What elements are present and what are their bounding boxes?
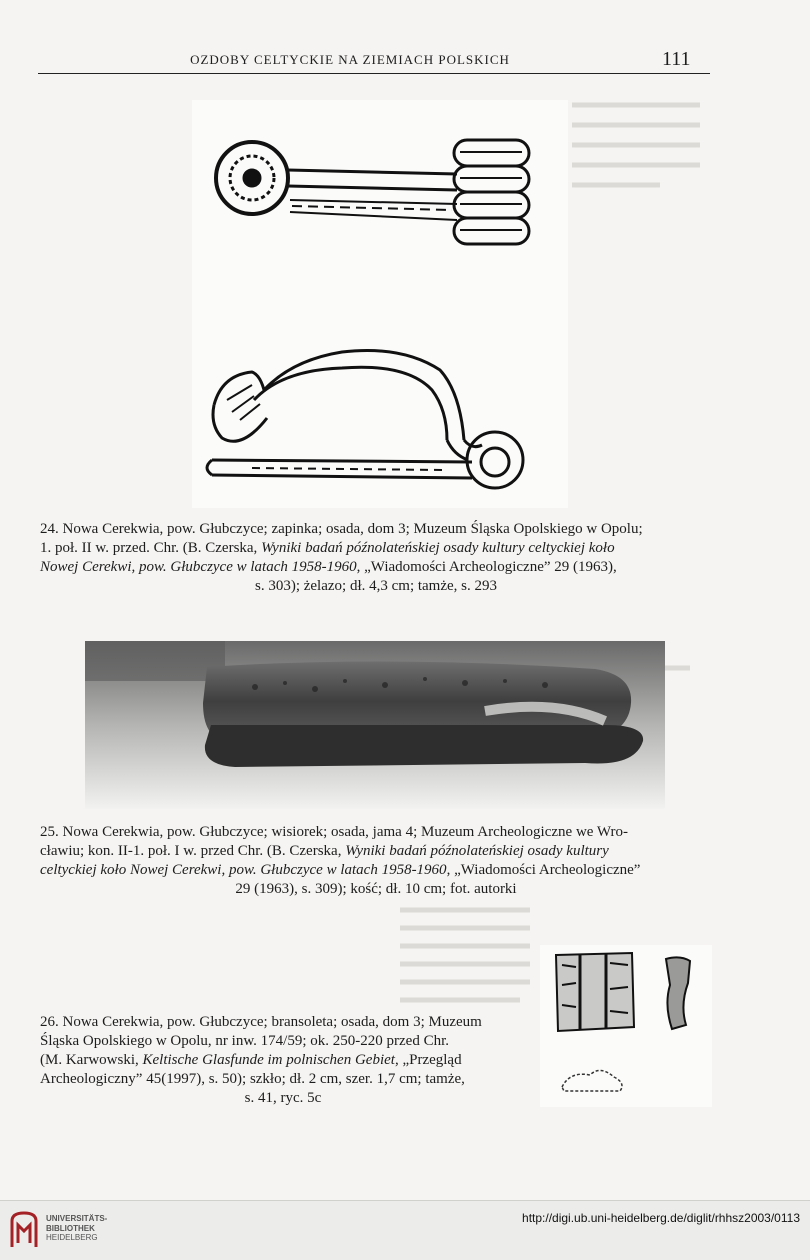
heidelberg-library-logo-icon: [8, 1209, 40, 1256]
caption-figure-26: [40, 1013, 526, 1108]
caption-25-line: cławiu; kon. II-1. poł. I w. przed Chr. (B. Czerska, Wyniki badań późnolateńskiej osady kultury: [40, 843, 609, 859]
caption-26-line: s. 41, ryc. 5c: [244, 1090, 322, 1106]
caption-25-line: 25. Nowa Cerekwia, pow. Głubczyce; wisiorek; osada, jama 4; Muzeum Archeologiczne we Wro-: [40, 824, 628, 840]
caption-25-line: celtyckiej koło Nowej Cerekwi, pow. Głubczyce w latach 1958-1960, „Wiadomości Archeologiczne”: [40, 862, 641, 878]
bracelet-front-view: [556, 953, 634, 1031]
caption-24-line: 1. poł. II w. przed. Chr. (B. Czerska, Wyniki badań późnolateńskiej osady kultury celtyckiej koło: [40, 540, 615, 556]
page-number: 111: [662, 48, 691, 70]
caption-26-line: Śląska Opolskiego w Opolu, nr inw. 174/59; ok. 250-220 przed Chr.: [40, 1033, 449, 1049]
caption-26-line: Archeologiczny” 45(1997), s. 50); szkło; dł. 2 cm, szer. 1,7 cm; tamże,: [40, 1071, 465, 1087]
caption-figure-24: [40, 520, 712, 596]
caption-24-line: Nowej Cerekwi, pow. Głubczyce w latach 1958-1960, „Wiadomości Archeologiczne” 29 (1963),: [40, 559, 617, 575]
caption-26-line: (M. Karwowski, Keltische Glasfunde im polnischen Gebiet, „Przegląd: [40, 1052, 462, 1068]
brooch-side-view: [207, 350, 523, 488]
figure-26-drawing: [540, 945, 712, 1107]
figure-24-drawing: [192, 100, 568, 508]
source-url[interactable]: http://digi.ub.uni-heidelberg.de/diglit/rhhsz2003/0113: [522, 1211, 800, 1225]
caption-25-line: 29 (1963), s. 309); kość; dł. 10 cm; fot. autorki: [235, 881, 517, 897]
caption-26-line: 26. Nowa Cerekwia, pow. Głubczyce; bransoleta; osada, dom 3; Muzeum: [40, 1014, 482, 1030]
bracelet-section-view: [562, 1070, 622, 1091]
caption-figure-25: [40, 823, 712, 899]
running-header: OZDOBY CELTYCKIE NA ZIEMIACH POLSKICH: [190, 52, 510, 67]
caption-24-line: s. 303); żelazo; dł. 4,3 cm; tamże, s. 293: [254, 578, 498, 594]
figure-25-photo: [85, 641, 665, 809]
viewer-footer: [0, 1200, 810, 1260]
bracelet-side-view: [666, 957, 690, 1029]
caption-24-line: 24. Nowa Cerekwia, pow. Głubczyce; zapinka; osada, dom 3; Muzeum Śląska Opolskiego w Opolu;: [40, 521, 643, 537]
library-name: UNIVERSITÄTS- BIBLIOTHEK HEIDELBERG: [46, 1214, 108, 1242]
brooch-top-view: [216, 140, 529, 244]
